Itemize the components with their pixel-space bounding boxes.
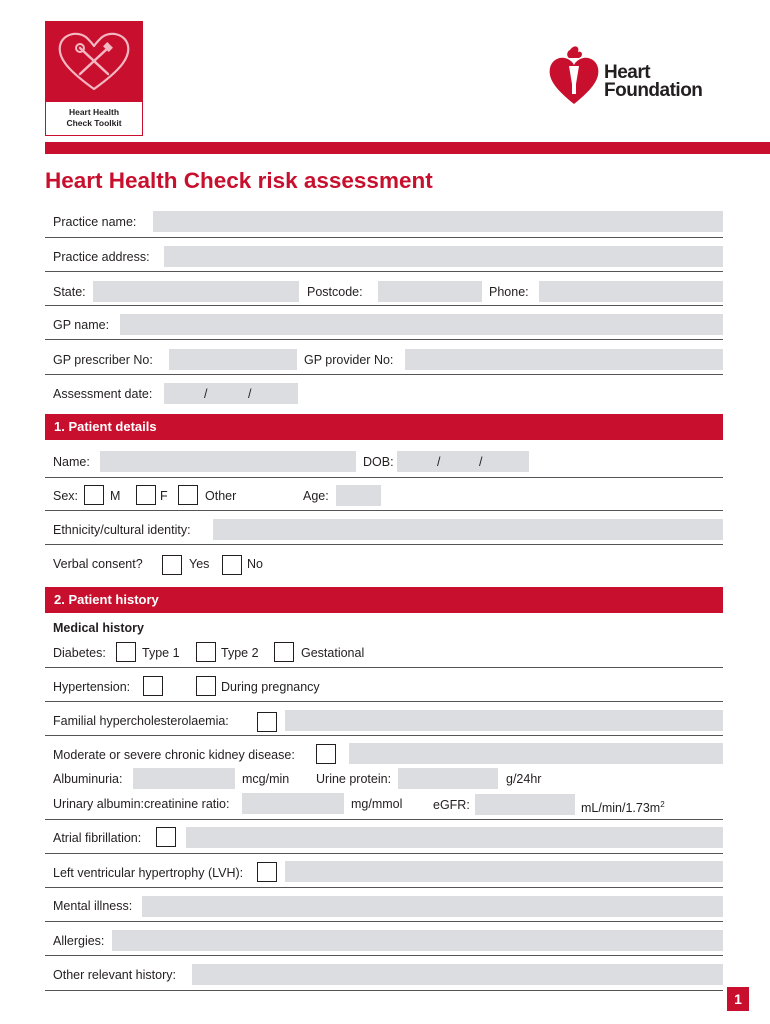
dob-label: DOB: [363,455,394,469]
albuminuria-label: Albuminuria: [53,772,123,786]
dob-field[interactable] [397,451,529,472]
divider [45,955,723,956]
egfr-field[interactable] [475,794,575,815]
brand-name [604,64,702,100]
divider [45,853,723,854]
divider [45,701,723,702]
divider [45,510,723,511]
practice-name-field[interactable] [153,211,723,232]
brand-line2: Foundation [604,80,703,101]
divider [45,819,723,820]
mental-illness-label: Mental illness: [53,899,133,913]
gp-name-label: GP name: [53,318,110,332]
lvh-label: Left ventricular hypertrophy (LVH): [53,866,244,880]
sex-male-label: M [110,489,121,503]
mental-illness-field[interactable] [142,896,723,917]
divider [45,544,723,545]
hypertension-pregnancy-checkbox[interactable] [196,676,216,696]
sex-other-checkbox[interactable] [178,485,198,505]
section-patient-details-heading: 1. Patient details [45,414,723,440]
diabetes-label: Diabetes: [53,646,106,660]
urine-protein-field[interactable] [398,768,498,789]
atrial-fibrillation-label: Atrial fibrillation: [53,831,142,845]
familial-hypercholesterolaemia-field[interactable] [285,710,723,731]
assessment-date-label: Assessment date: [53,387,153,401]
diabetes-type2-checkbox[interactable] [196,642,216,662]
atrial-fibrillation-checkbox[interactable] [156,827,176,847]
consent-yes-label: Yes [189,557,210,571]
phone-field[interactable] [539,281,723,302]
practice-address-field[interactable] [164,246,723,267]
toolkit-badge-line1: Heart Health [68,107,120,117]
atrial-fibrillation-field[interactable] [186,827,723,848]
gp-provider-field[interactable] [405,349,723,370]
medical-history-subheading: Medical history [53,621,144,635]
divider [45,735,723,736]
toolkit-badge-label [46,107,142,129]
urine-protein-label: Urine protein: [316,772,392,786]
divider [45,477,723,478]
heart-tools-icon [46,22,142,102]
divider [45,237,723,238]
uacr-field[interactable] [242,793,344,814]
consent-no-checkbox[interactable] [222,555,242,575]
divider [45,990,723,991]
consent-no-label: No [247,557,263,571]
allergies-field[interactable] [112,930,723,951]
albuminuria-unit: mcg/min [242,772,290,786]
toolkit-badge-graphic [46,22,142,102]
section-patient-history-heading: 2. Patient history [45,587,723,613]
hypertension-label: Hypertension: [53,680,131,694]
allergies-label: Allergies: [53,934,105,948]
divider [45,667,723,668]
familial-hypercholesterolaemia-label: Familial hypercholesterolaemia: [53,714,229,728]
sex-female-checkbox[interactable] [136,485,156,505]
gp-provider-label: GP provider No: [304,353,394,367]
other-history-label: Other relevant history: [53,968,176,982]
divider [45,921,723,922]
egfr-unit [581,797,665,816]
sex-other-label: Other [205,489,237,503]
date-separator: / [248,387,252,401]
age-label: Age: [303,489,329,503]
diabetes-gestational-checkbox[interactable] [274,642,294,662]
practice-name-label: Practice name: [53,215,137,229]
gp-prescriber-field[interactable] [169,349,297,370]
heart-foundation-logo [548,44,718,108]
phone-label: Phone: [489,285,529,299]
ckd-label: Moderate or severe chronic kidney disease: [53,748,295,762]
page-title: Heart Health Check risk assessment [45,168,433,193]
egfr-unit-superscript: 2 [660,800,665,809]
divider [45,271,723,272]
assessment-date-field[interactable] [164,383,298,404]
hypertension-checkbox[interactable] [143,676,163,696]
patient-name-label: Name: [53,455,90,469]
ethnicity-field[interactable] [213,519,723,540]
diabetes-type1-checkbox[interactable] [116,642,136,662]
lvh-field[interactable] [285,861,723,882]
divider [45,339,723,340]
ethnicity-label: Ethnicity/cultural identity: [53,523,191,537]
ckd-field[interactable] [349,743,723,764]
consent-yes-checkbox[interactable] [162,555,182,575]
hypertension-pregnancy-label: During pregnancy [221,680,320,694]
state-label: State: [53,285,86,299]
divider [45,305,723,306]
brand-line1: Heart [604,62,651,83]
diabetes-gestational-label: Gestational [301,646,365,660]
divider [45,887,723,888]
page-number: 1 [727,987,749,1011]
postcode-label: Postcode: [307,285,363,299]
practice-address-label: Practice address: [53,250,150,264]
toolkit-badge [45,21,143,136]
egfr-label: eGFR: [433,798,470,812]
patient-name-field[interactable] [100,451,356,472]
diabetes-type2-label: Type 2 [221,646,259,660]
diabetes-type1-label: Type 1 [142,646,180,660]
date-separator: / [204,387,208,401]
divider [45,374,723,375]
heart-foundation-icon [548,44,600,106]
header-red-bar [45,142,770,154]
albuminuria-field[interactable] [133,768,235,789]
date-separator: / [437,455,441,469]
uacr-label: Urinary albumin:creatinine ratio: [53,797,230,811]
age-field[interactable] [336,485,381,506]
state-field[interactable] [93,281,299,302]
other-history-field[interactable] [192,964,723,985]
toolkit-badge-line2: Check Toolkit [66,118,122,128]
gp-prescriber-label: GP prescriber No: [53,353,153,367]
sex-female-label: F [160,489,168,503]
postcode-field[interactable] [378,281,482,302]
urine-protein-unit: g/24hr [506,772,542,786]
lvh-checkbox[interactable] [257,862,277,882]
egfr-unit-text: mL/min/1.73m [581,801,661,816]
familial-hypercholesterolaemia-checkbox[interactable] [257,712,277,732]
verbal-consent-label: Verbal consent? [53,557,143,571]
uacr-unit: mg/mmol [351,797,403,811]
gp-name-field[interactable] [120,314,723,335]
sex-label: Sex: [53,489,79,503]
date-separator: / [479,455,483,469]
sex-male-checkbox[interactable] [84,485,104,505]
ckd-checkbox[interactable] [316,744,336,764]
